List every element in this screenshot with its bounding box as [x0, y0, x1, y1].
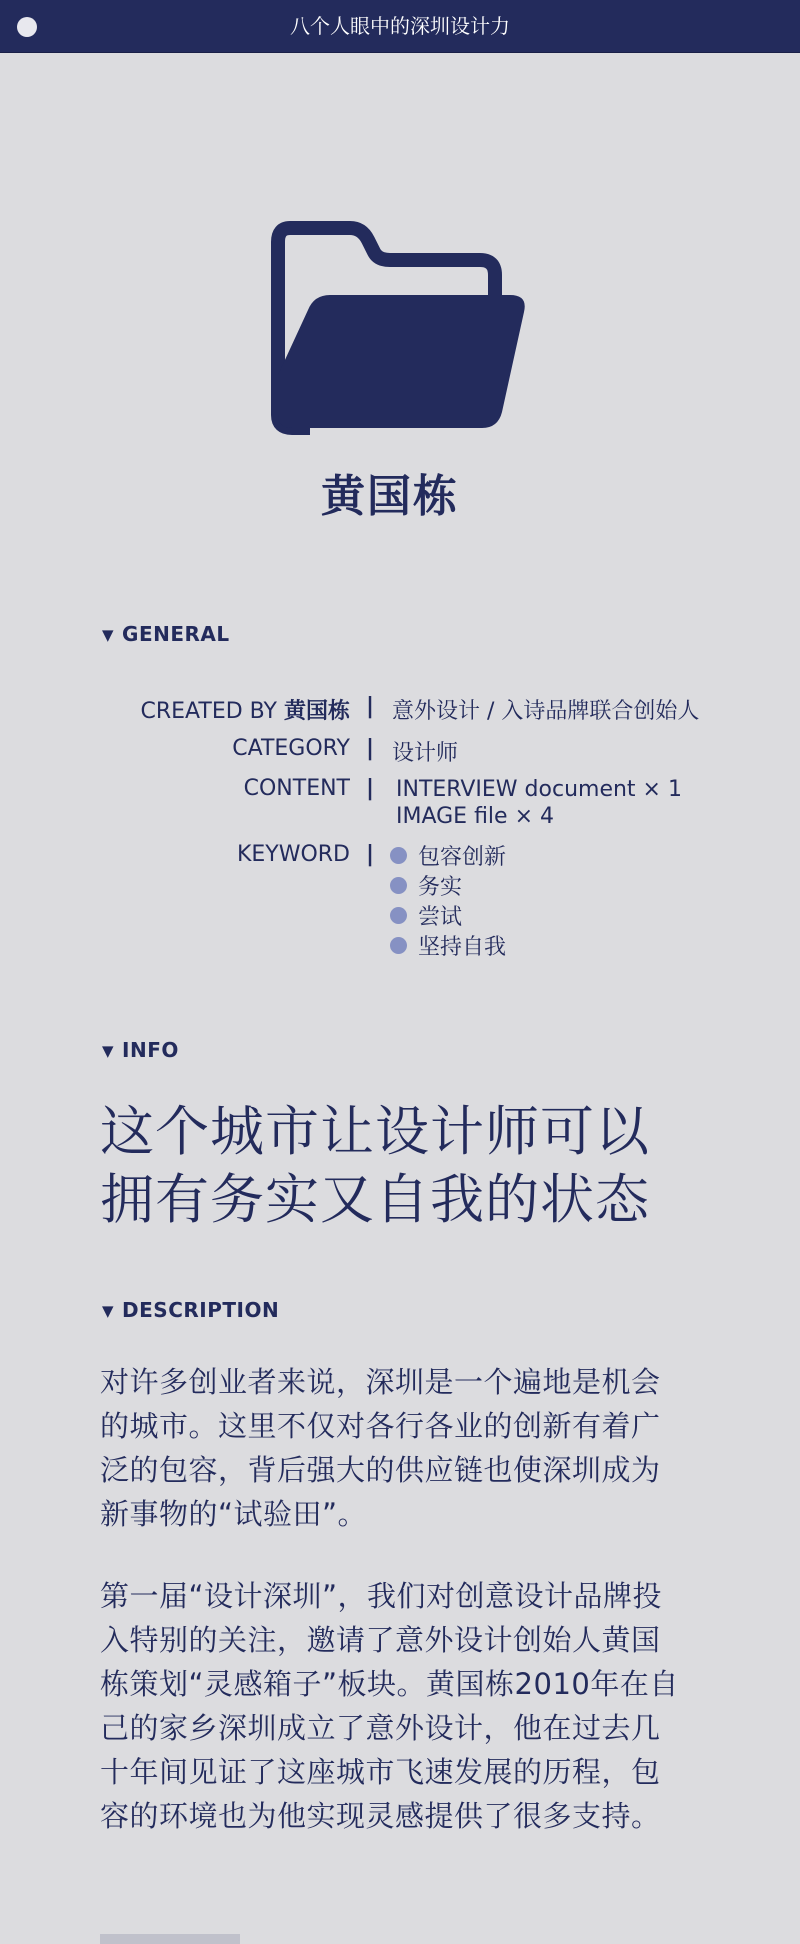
info-section-toggle[interactable] — [102, 1038, 179, 1062]
disclosure-triangle-icon: ▼ — [102, 626, 115, 644]
description-section-toggle[interactable] — [102, 1298, 279, 1322]
headline-line: 这个城市让设计师可以 — [100, 1100, 650, 1163]
next-section-peek — [100, 1934, 240, 1944]
paragraph-line: 的城市。这里不仅对各行各业的创新有着广 — [100, 1409, 661, 1443]
content-item-image[interactable]: IMAGE file × 4 — [396, 804, 554, 829]
category-label: CATEGORY — [232, 736, 350, 761]
keyword-text: 坚持自我 — [418, 934, 507, 960]
paragraph-line: 十年间见证了这座城市飞速发展的历程，包 — [100, 1755, 661, 1789]
keyword-tag[interactable] — [390, 900, 506, 930]
keyword-tag[interactable] — [390, 840, 506, 870]
description-heading: DESCRIPTION — [122, 1298, 280, 1322]
content-list — [396, 776, 682, 830]
paragraph-line: 己的家乡深圳成立了意外设计，他在过去几 — [100, 1711, 661, 1745]
tag-dot-icon — [390, 907, 407, 924]
headline-line: 拥有务实又自我的状态 — [100, 1168, 650, 1231]
paragraph-line: 第一届“设计深圳”，我们对创意设计品牌投 — [100, 1579, 663, 1613]
keyword-label: KEYWORD — [236, 842, 350, 867]
folder-name: 黄国栋 — [321, 471, 459, 522]
keyword-text: 务实 — [418, 874, 463, 900]
paragraph-line: 入特别的关注，邀请了意外设计创始人黄国 — [100, 1623, 661, 1657]
paragraph-line: 对许多创业者来说，深圳是一个遍地是机会 — [100, 1365, 661, 1399]
info-heading: INFO — [122, 1038, 179, 1062]
disclosure-triangle-icon: ▼ — [102, 1042, 115, 1060]
created-by-label: CREATED BY — [140, 699, 277, 724]
paragraph-line: 新事物的“试验田”。 — [100, 1497, 368, 1531]
content-item-interview[interactable]: INTERVIEW document × 1 — [396, 777, 682, 802]
tag-dot-icon — [390, 937, 407, 954]
content-label: CONTENT — [243, 776, 350, 801]
folder-open-icon[interactable] — [270, 220, 530, 440]
tag-dot-icon — [390, 877, 407, 894]
keyword-text: 尝试 — [418, 904, 463, 930]
title-bar — [0, 0, 800, 53]
created-by-name: 黄国栋 — [283, 699, 350, 724]
separator: | — [366, 736, 375, 761]
paragraph-line: 泛的包容，背后强大的供应链也使深圳成为 — [100, 1453, 661, 1487]
disclosure-triangle-icon: ▼ — [102, 1302, 115, 1320]
keyword-tag[interactable] — [390, 870, 506, 900]
separator: | — [366, 776, 375, 801]
general-heading: GENERAL — [122, 622, 230, 646]
window-title: 八个人眼中的深圳设计力 — [290, 14, 510, 38]
paragraph-line: 栋策划“灵感箱子”板块。黄国栋2010年在自 — [100, 1667, 679, 1701]
separator: | — [366, 842, 375, 867]
category-value: 设计师 — [392, 741, 459, 766]
general-section-toggle[interactable] — [102, 622, 230, 646]
paragraph-line: 容的环境也为他实现灵感提供了很多支持。 — [100, 1799, 661, 1833]
description-paragraph-2 — [100, 1574, 720, 1838]
created-by-label-group — [140, 694, 350, 725]
separator: | — [366, 694, 375, 719]
description-paragraph-1 — [100, 1360, 720, 1536]
keyword-tag[interactable] — [390, 930, 506, 960]
info-headline — [100, 1098, 740, 1234]
keyword-list — [390, 840, 506, 960]
created-by-value: 意外设计 / 入诗品牌联合创始人 — [392, 699, 700, 724]
tag-dot-icon — [390, 847, 407, 864]
keyword-text: 包容创新 — [418, 844, 507, 870]
